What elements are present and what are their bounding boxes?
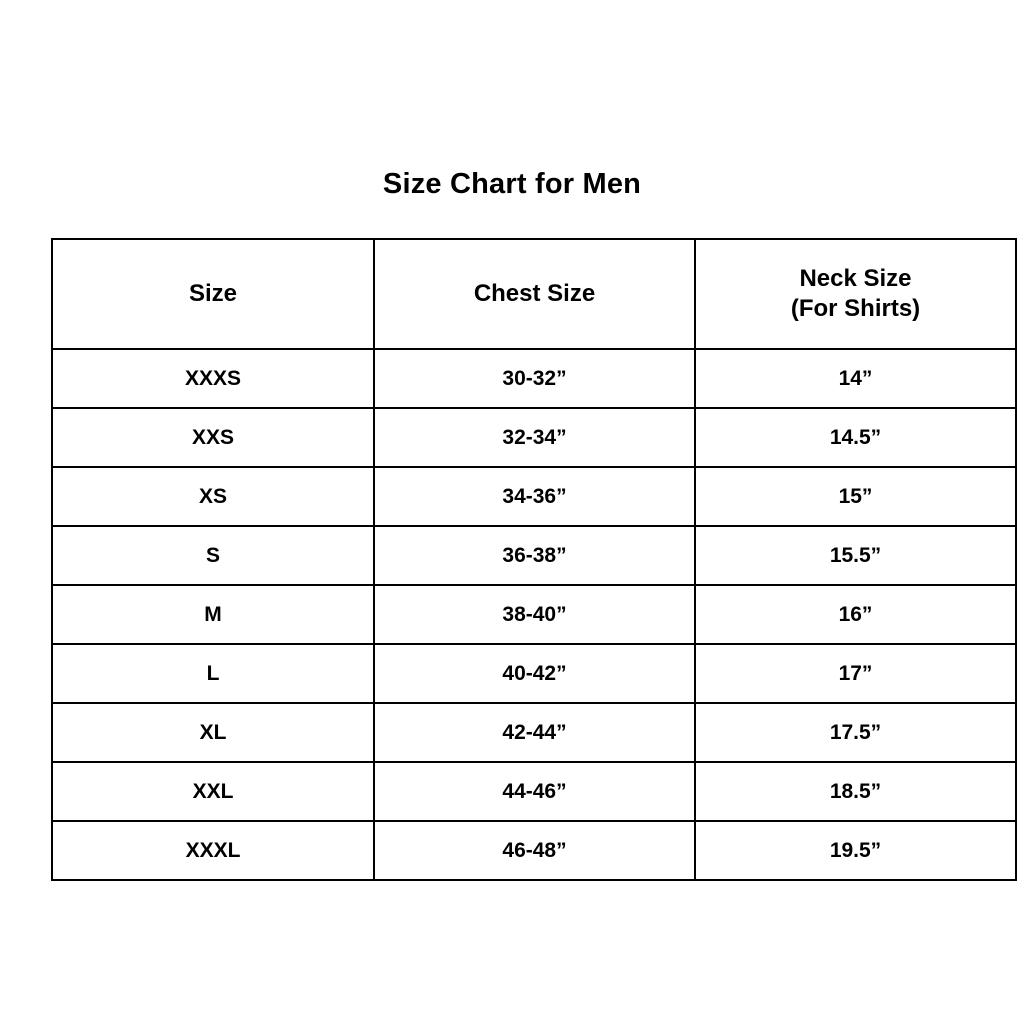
table-row (52, 821, 1016, 880)
table-row (52, 644, 1016, 703)
table-row (52, 526, 1016, 585)
cell-neck: 16” (695, 585, 1016, 644)
cell-neck: 14” (695, 349, 1016, 408)
cell-neck: 19.5” (695, 821, 1016, 880)
column-header-size (52, 239, 374, 349)
cell-neck: 15” (695, 467, 1016, 526)
cell-chest: 42-44” (374, 703, 695, 762)
table-row (52, 762, 1016, 821)
column-header-chest-label: Chest Size (473, 280, 596, 307)
table-row (52, 408, 1016, 467)
table-body (52, 349, 1016, 880)
cell-size: S (52, 526, 374, 585)
cell-neck: 18.5” (695, 762, 1016, 821)
cell-chest: 36-38” (374, 526, 695, 585)
cell-neck: 15.5” (695, 526, 1016, 585)
cell-neck: 14.5” (695, 408, 1016, 467)
table-row (52, 703, 1016, 762)
size-chart-table (51, 238, 1017, 881)
column-header-neck-label: Neck Size (799, 265, 912, 292)
table-row (52, 349, 1016, 408)
cell-neck: 17.5” (695, 703, 1016, 762)
cell-neck: 17” (695, 644, 1016, 703)
table-header-row (52, 239, 1016, 349)
cell-size: M (52, 585, 374, 644)
table-row (52, 585, 1016, 644)
cell-size: L (52, 644, 374, 703)
cell-size: XL (52, 703, 374, 762)
cell-chest: 46-48” (374, 821, 695, 880)
cell-chest: 44-46” (374, 762, 695, 821)
cell-chest: 30-32” (374, 349, 695, 408)
column-header-neck (695, 239, 1016, 349)
table-header (52, 239, 1016, 349)
cell-chest: 38-40” (374, 585, 695, 644)
table-row (52, 467, 1016, 526)
cell-size: XXL (52, 762, 374, 821)
cell-chest: 34-36” (374, 467, 695, 526)
cell-size: XS (52, 467, 374, 526)
cell-size: XXXL (52, 821, 374, 880)
column-header-chest (374, 239, 695, 349)
cell-size: XXS (52, 408, 374, 467)
cell-size: XXXS (52, 349, 374, 408)
cell-chest: 32-34” (374, 408, 695, 467)
cell-chest: 40-42” (374, 644, 695, 703)
column-header-neck-sublabel: (For Shirts) (790, 295, 921, 322)
column-header-size-label: Size (188, 280, 238, 307)
page-title: Size Chart for Men (382, 168, 642, 200)
